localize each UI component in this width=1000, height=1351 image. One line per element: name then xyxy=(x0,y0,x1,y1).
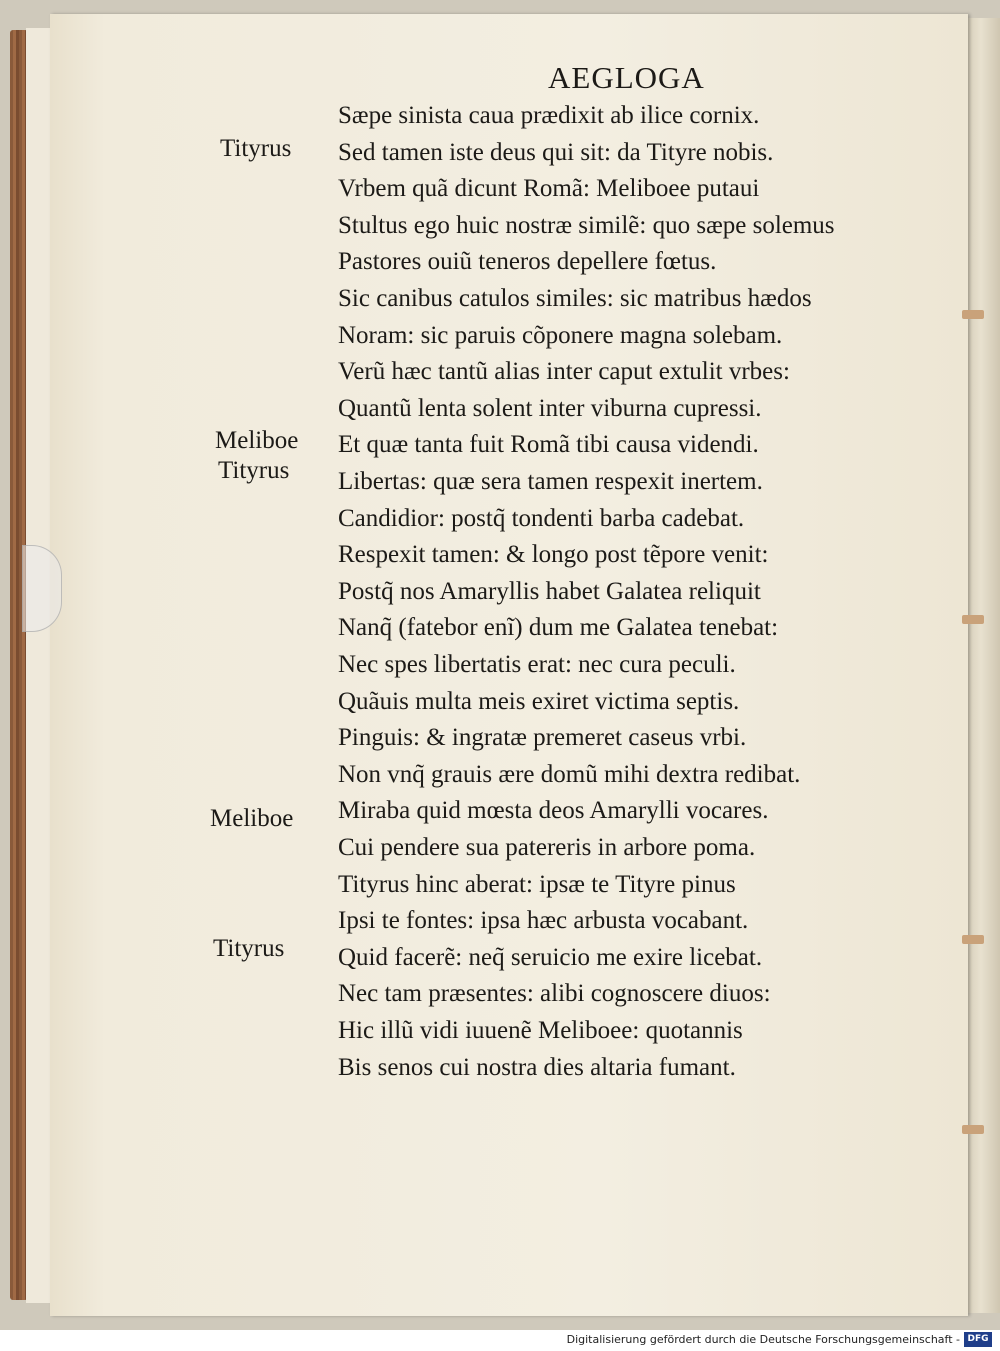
page-edge xyxy=(968,18,1000,1313)
page-tab xyxy=(962,615,984,624)
footer-bar xyxy=(0,1330,1000,1351)
verse-line: Cui pendere sua patereris in arbore poma. xyxy=(338,834,756,861)
verse-line: Bis senos cui nostra dies altaria fumant. xyxy=(338,1053,736,1081)
verse-line: Vrbem quã dicunt Romã: Meliboee putaui xyxy=(338,175,760,203)
verse-line: Libertas: quæ sera tamen respexit inertem. xyxy=(338,468,763,495)
page-tab xyxy=(962,935,984,944)
verse-line: Respexit tamen: & longo post tẽpore venit: xyxy=(338,541,769,569)
speaker-label: Tityrus xyxy=(213,935,285,962)
verse-line: Candidior: postq̃ tondenti barba cadebat. xyxy=(338,504,745,532)
dfg-logo: DFG xyxy=(964,1332,992,1347)
verse-line: Non vnq̃ grauis ære domũ mihi dextra redibat. xyxy=(338,760,801,788)
verse-line: Sed tamen iste deus qui sit: da Tityre nobis. xyxy=(338,138,774,166)
verse-line: Ipsi te fontes: ipsa hæc arbusta vocabant. xyxy=(338,907,749,935)
page-heading: AEGLOGA xyxy=(548,60,705,95)
speaker-label: Tityrus xyxy=(220,135,292,162)
verse-line: Sic canibus catulos similes: sic matribus hædos xyxy=(338,285,812,312)
verse-line: Et quæ tanta fuit Romã tibi causa videndi. xyxy=(338,431,759,459)
speaker-label: Meliboe xyxy=(210,805,294,832)
verse-line: Stultus ego huic nostræ similẽ: quo sæpe solemus xyxy=(338,211,835,239)
verse-line: Noram: sic paruis cõponere magna solebam. xyxy=(338,321,783,349)
verse-line: Quantũ lenta solent inter viburna cupressi. xyxy=(338,394,762,422)
verse-line: Postq̃ nos Amaryllis habet Galatea reliquit xyxy=(338,577,761,605)
footer-credit: Digitalisierung gefördert durch die Deutsche Forschungsgemeinschaft - xyxy=(566,1333,960,1346)
speaker-label: Tityrus xyxy=(218,457,290,484)
verse-line: Nanq̃ (fatebor enĩ) dum me Galatea tenebat: xyxy=(338,614,779,642)
page-tab xyxy=(962,1125,984,1134)
verse-line: Hic illũ vidi iuuenẽ Meliboee: quotannis xyxy=(338,1017,743,1044)
page-tab xyxy=(962,310,984,319)
speaker-label: Meliboe xyxy=(215,427,299,454)
verse-line: Tityrus hinc aberat: ipsæ te Tityre pinus xyxy=(338,870,736,898)
verse-line: Verũ hæc tantũ alias inter caput extulit vrbes: xyxy=(338,358,790,386)
verse-line: Pastores ouiũ teneros depellere fœtus. xyxy=(338,248,717,276)
page-clip xyxy=(22,545,62,632)
verse-line: Quid facerẽ: neq̃ seruicio me exire licebat. xyxy=(338,943,763,971)
verse-line: Miraba quid mœsta deos Amarylli vocares. xyxy=(338,797,769,825)
verse-line: Quãuis multa meis exiret victima septis. xyxy=(338,687,740,715)
verse-line: Nec tam præsentes: alibi cognoscere diuos: xyxy=(338,980,771,1008)
verse-line: Sæpe sinista caua prædixit ab ilice cornix. xyxy=(338,102,760,129)
verse-line: Nec spes libertatis erat: nec cura peculi. xyxy=(338,651,736,678)
verse-line: Pinguis: & ingratæ premeret caseus vrbi. xyxy=(338,724,747,752)
